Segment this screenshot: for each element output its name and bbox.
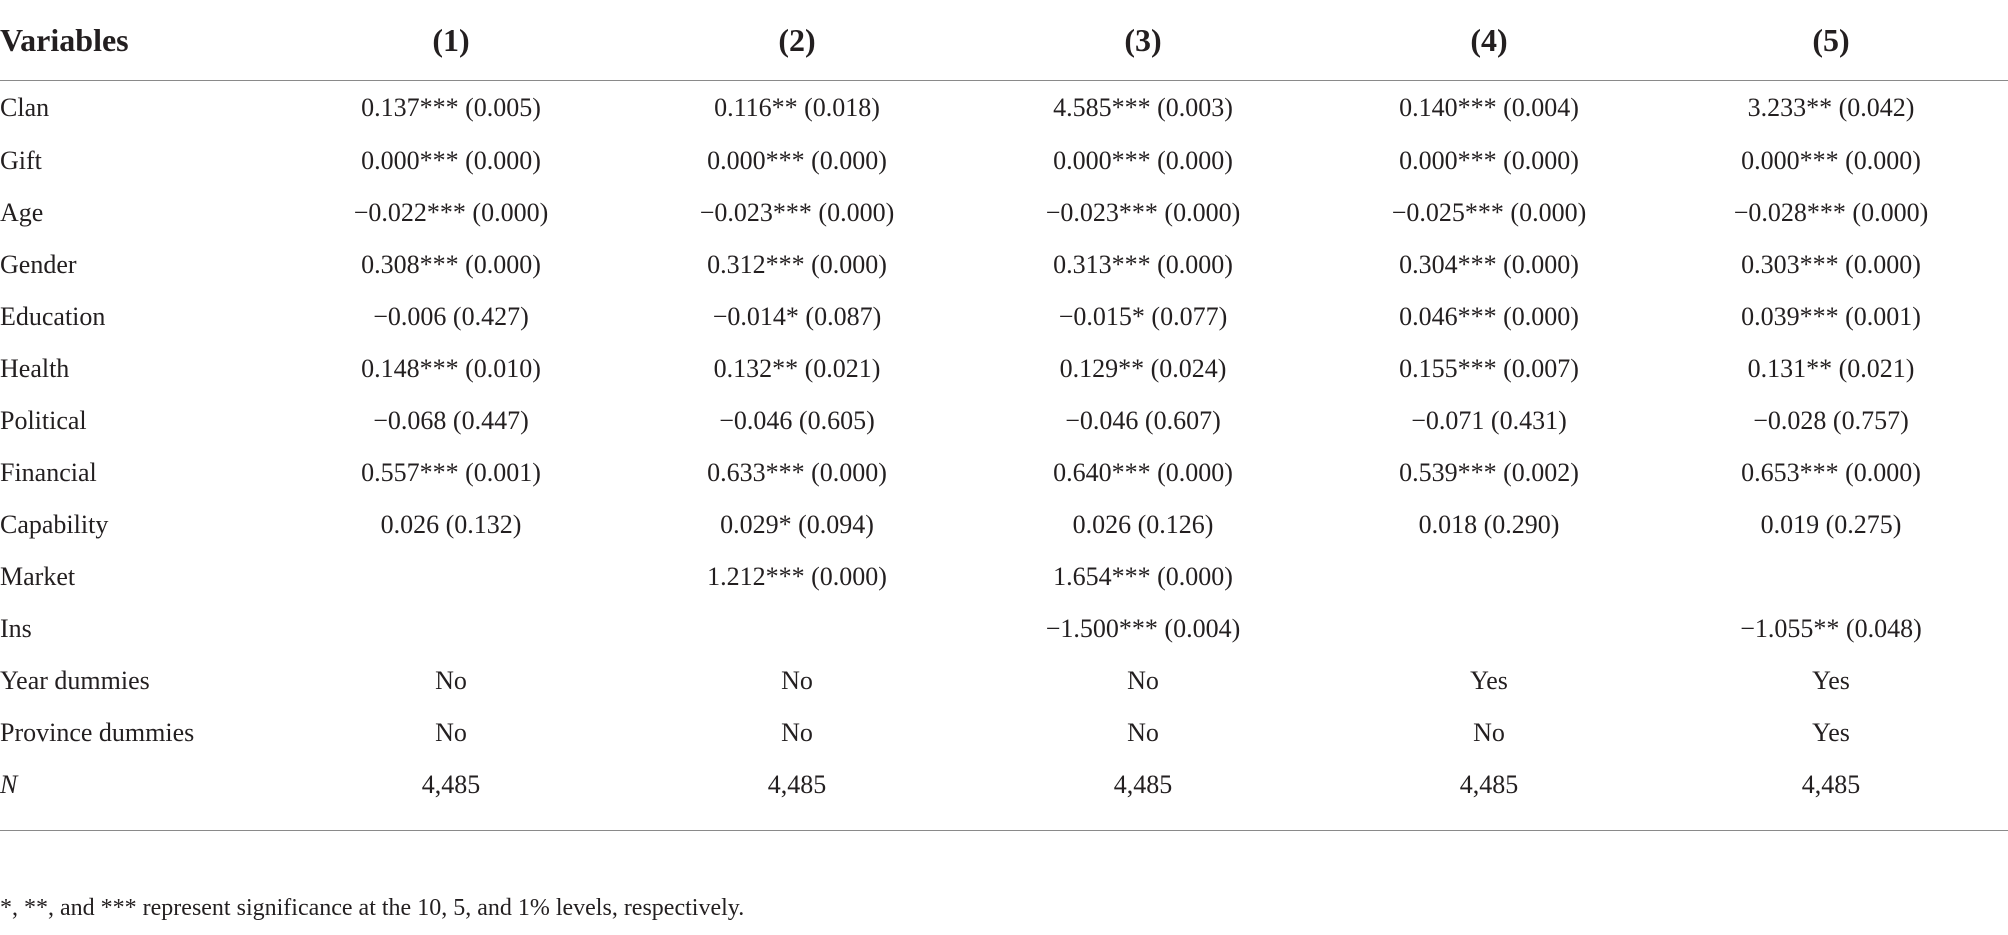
table-cell: No: [435, 666, 467, 695]
table-cell: −0.068 (0.447): [373, 406, 529, 435]
row-label: Gender: [0, 250, 77, 279]
table-cell: 0.303*** (0.000): [1741, 250, 1921, 279]
table-cell: −0.028 (0.757): [1753, 406, 1909, 435]
table-cell: 0.557*** (0.001): [361, 458, 541, 487]
table-cell: −0.046 (0.605): [719, 406, 875, 435]
table-cell: 4,485: [767, 770, 827, 799]
table-cell: −0.046 (0.607): [1065, 406, 1221, 435]
table-cell: 4,485: [1459, 770, 1519, 799]
table-cell: −1.500*** (0.004): [1045, 614, 1241, 643]
header-model-1: (1): [270, 0, 632, 81]
table-cell: 0.148*** (0.010): [361, 354, 541, 383]
table-cell: 0.000*** (0.000): [1399, 146, 1579, 175]
row-label: Province dummies: [0, 718, 195, 747]
table-row: [0, 759, 2008, 811]
table-cell: 0.653*** (0.000): [1741, 458, 1921, 487]
table-cell: −0.071 (0.431): [1411, 406, 1567, 435]
table-cell: −1.055** (0.048): [1740, 614, 1922, 643]
table-cell: 4,485: [421, 770, 481, 799]
table-row: [0, 187, 2008, 239]
table-cell: [1324, 551, 1654, 603]
row-label: N: [0, 770, 18, 799]
table-cell: −0.014* (0.087): [712, 302, 882, 331]
table-cell: 0.000*** (0.000): [1053, 146, 1233, 175]
table-cell: [1324, 603, 1654, 655]
table-cell: 0.000*** (0.000): [361, 146, 541, 175]
row-label: Gift: [0, 146, 42, 175]
row-label: Age: [0, 198, 44, 227]
table-header-row: [0, 0, 2008, 81]
table-cell: −0.028*** (0.000): [1733, 198, 1929, 227]
table-cell: 0.129** (0.024): [1059, 354, 1227, 383]
table-row: [0, 81, 2008, 136]
row-label: Financial: [0, 458, 97, 487]
header-model-4: (4): [1324, 0, 1654, 81]
table-cell: 0.116** (0.018): [714, 93, 880, 122]
table-cell: [270, 603, 632, 655]
table-cell: 0.026 (0.132): [380, 510, 522, 539]
table-cell: [1654, 551, 2008, 603]
table-cell: 0.132** (0.021): [713, 354, 881, 383]
row-label: Clan: [0, 93, 50, 122]
table-cell: 4,485: [1801, 770, 1861, 799]
table-cell: Yes: [1470, 666, 1508, 695]
table-cell: −0.015* (0.077): [1058, 302, 1228, 331]
table-cell: 4.585*** (0.003): [1053, 93, 1233, 122]
row-label: Political: [0, 406, 87, 435]
table-row: [0, 499, 2008, 551]
table-row: [0, 447, 2008, 499]
table-row: [0, 239, 2008, 291]
table-cell: −0.023*** (0.000): [1045, 198, 1241, 227]
table-row: [0, 291, 2008, 343]
table-bottom-divider: [0, 830, 2008, 831]
header-variables: Variables: [0, 0, 270, 81]
table-cell: 3.233** (0.042): [1747, 93, 1915, 122]
header-model-2: (2): [632, 0, 962, 81]
table-row: [0, 655, 2008, 707]
table-row: [0, 707, 2008, 759]
table-cell: −0.023*** (0.000): [699, 198, 895, 227]
table-row: [0, 603, 2008, 655]
table-cell: No: [1127, 666, 1159, 695]
table-cell: 0.046*** (0.000): [1399, 302, 1579, 331]
table-cell: 1.212*** (0.000): [707, 562, 887, 591]
table-cell: 0.026 (0.126): [1072, 510, 1214, 539]
table-row: [0, 395, 2008, 447]
row-label: Capability: [0, 510, 109, 539]
table-cell: Yes: [1812, 718, 1850, 747]
table-cell: 1.654*** (0.000): [1053, 562, 1233, 591]
row-label: Education: [0, 302, 106, 331]
table-footnote: *, **, and *** represent significance at the 10, 5, and 1% levels, respectively.: [0, 895, 745, 921]
table-row: [0, 551, 2008, 603]
table-cell: 0.155*** (0.007): [1399, 354, 1579, 383]
table-cell: 0.039*** (0.001): [1741, 302, 1921, 331]
table-cell: −0.006 (0.427): [373, 302, 529, 331]
table-cell: 0.000*** (0.000): [707, 146, 887, 175]
table-cell: No: [781, 666, 813, 695]
row-label: Year dummies: [0, 666, 150, 695]
table-cell: 0.019 (0.275): [1760, 510, 1902, 539]
table-cell: No: [1127, 718, 1159, 747]
table-cell: 0.304*** (0.000): [1399, 250, 1579, 279]
table-cell: 0.313*** (0.000): [1053, 250, 1233, 279]
table-cell: 0.140*** (0.004): [1399, 93, 1579, 122]
table-cell: 0.633*** (0.000): [707, 458, 887, 487]
table-row: [0, 343, 2008, 395]
row-label: Health: [0, 354, 70, 383]
table-cell: 0.308*** (0.000): [361, 250, 541, 279]
table-cell: 0.539*** (0.002): [1399, 458, 1579, 487]
row-label: Market: [0, 562, 76, 591]
table-cell: No: [781, 718, 813, 747]
table-cell: 0.131** (0.021): [1747, 354, 1915, 383]
header-model-5: (5): [1654, 0, 2008, 81]
table-cell: Yes: [1812, 666, 1850, 695]
table-cell: 0.018 (0.290): [1418, 510, 1560, 539]
table-cell: [632, 603, 962, 655]
table-cell: 0.029* (0.094): [720, 510, 874, 539]
table-row: [0, 135, 2008, 187]
header-model-3: (3): [962, 0, 1324, 81]
table-cell: 0.000*** (0.000): [1741, 146, 1921, 175]
table-cell: No: [435, 718, 467, 747]
table-cell: −0.025*** (0.000): [1391, 198, 1587, 227]
table-cell: 0.640*** (0.000): [1053, 458, 1233, 487]
table-cell: No: [1473, 718, 1505, 747]
table-cell: −0.022*** (0.000): [353, 198, 549, 227]
row-label: Ins: [0, 614, 32, 643]
table-cell: 0.137*** (0.005): [361, 93, 541, 122]
table-cell: [270, 551, 632, 603]
table-cell: 0.312*** (0.000): [707, 250, 887, 279]
table-cell: 4,485: [1113, 770, 1173, 799]
